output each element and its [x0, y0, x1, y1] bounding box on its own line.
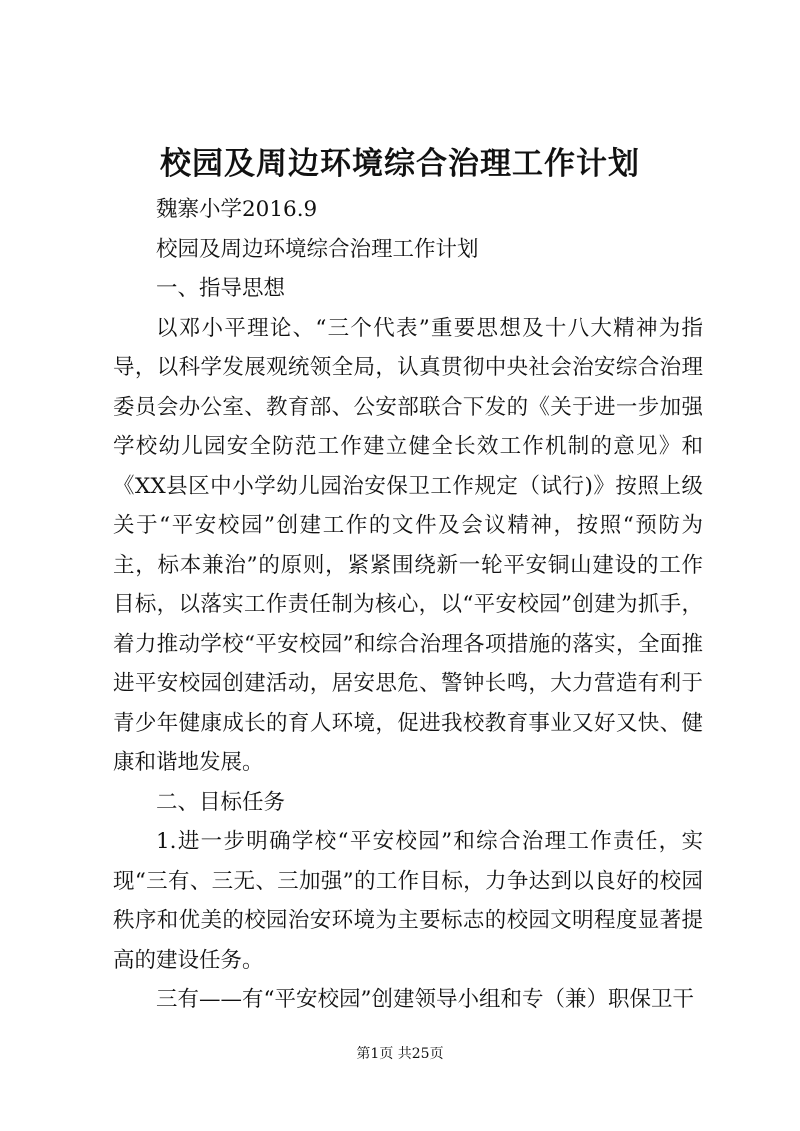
page-number-footer: 第1页 共25页 [356, 1046, 444, 1062]
author-date-line: 魏寨小学2016.9 [156, 197, 318, 222]
subtitle-line: 校园及周边环境综合治理工作计划 [156, 236, 479, 262]
paragraph-goal-1: 1.进一步明确学校“平安校园”和综合治理工作责任，实现“三有、三无、三加强”的工作目标，力争达到以良好的校园秩序和优美的校园治安环境为主要标志的校园文明程度显著提高的建设任务。 [113, 829, 703, 973]
section-heading-guiding-ideology: 一、指导思想 [156, 276, 286, 301]
section-heading-goals: 二、目标任务 [156, 789, 286, 815]
paragraph-guiding-ideology: 以邓小平理论、“三个代表”重要思想及十八大精神为指导，以科学发展观统领全局，认真贯彻中央社会治安综合治理委员会办公室、教育部、公安部联合下发的《关于进一步加强学校幼儿园安全防范工作建立健全长效工作机制的意见》和《XX县区中小学幼儿园治安保卫工作规定（试行)》按照上级关于“平安校园”创建工作的文件及会议精神，按照“预防为主，标本兼治”的原则，紧紧围绕新一轮平安铜山建设的工作目标，以落实工作责任制为核心，以“平安校园”创建为抓手，着力推动学校“平安校园”和综合治理各项措施的落实，全面推进平安校园创建活动，居安思危、警钟长鸣，大力营造有利于青少年健康成长的育人环境，促进我校教育事业又好又快、健康和谐地发展。 [113, 315, 703, 775]
document-body [113, 190, 703, 1020]
paragraph-three-haves: 三有——有“平安校园”创建领导小组和专（兼）职保卫干 [156, 987, 694, 1012]
document-title: 校园及周边环境综合治理工作计划 [160, 146, 640, 182]
